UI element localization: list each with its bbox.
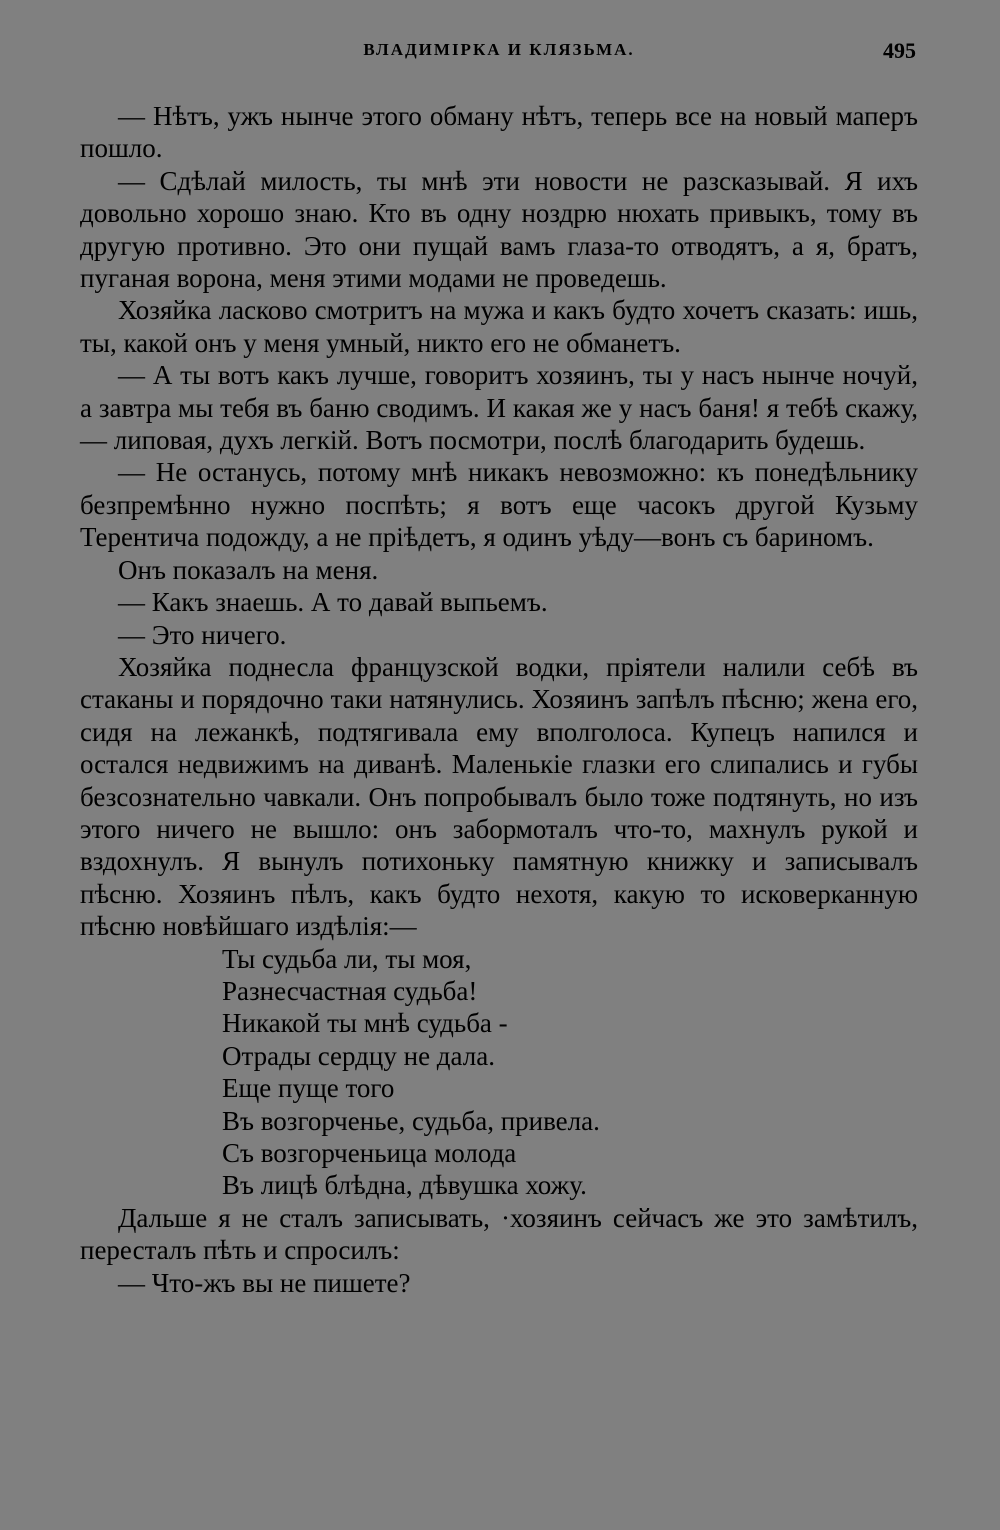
paragraph: — Нѣтъ, ужъ нынче этого обману нѣтъ, теперь все на новый маперъ пошло. <box>80 101 918 164</box>
verse-line: Въ возгорченье, судьба, привела. <box>222 1105 600 1136</box>
paragraph: Онъ показалъ на меня. <box>118 554 379 585</box>
book-page <box>80 40 918 1299</box>
verse-line: Еще пуще того <box>222 1073 395 1104</box>
verse-line: Въ лицѣ блѣдна, дѣвушка хожу. <box>222 1170 587 1201</box>
running-header <box>80 40 918 76</box>
paragraph: — А ты вотъ какъ лучше, говоритъ хозяинъ, ты у насъ нынче ночуй, а завтра мы тебя въ баню сводимъ. И какая же у насъ баня! я тебѣ скажу, — липовая, духъ легкій. Вотъ посмотри, послѣ благодарить будешь. <box>80 360 918 456</box>
verse-line: Никакой ты мнѣ судьба - <box>222 1008 508 1039</box>
paragraph: — Не останусь, потому мнѣ никакъ невозможно: къ понедѣльнику безпремѣнно нужно поспѣть; я вотъ еще часокъ другой Кузьму Терентича подожду, а не пріѣдетъ, я одинъ уѣду—вонъ съ бариномъ. <box>80 457 918 553</box>
paragraph: — Сдѣлай милость, ты мнѣ эти новости не разсказывай. Я ихъ довольно хорошо знаю. Кто въ одну ноздрю нюхать привыкъ, тому въ другую противно. Это они пущай вамъ глаза-то отводятъ, а я, братъ, пуганая ворона, меня этими модами не проведешь. <box>80 165 918 294</box>
paragraph: — Какъ знаешь. А то давай выпьемъ. <box>118 587 548 618</box>
body-text <box>80 100 918 1299</box>
page-number: 495 <box>883 38 916 63</box>
verse-line: Отрады сердцу не дала. <box>222 1040 495 1071</box>
paragraph: — Это ничего. <box>118 619 287 650</box>
song-verse <box>222 943 918 1202</box>
running-title: ВЛАДИМІРКА И КЛЯЗЬМА. <box>363 40 635 59</box>
paragraph: Хозяйка поднесла французской водки, пріятели налили себѣ въ стаканы и порядочно таки натянулись. Хозяинъ запѣлъ пѣсню; жена его, сидя на лежанкѣ, подтягивала ему вполголоса. Купецъ напился и остался недвижимъ на диванѣ. Маленькіе глазки его слипались и губы безсознательно чавкали. Онъ попробывалъ было тоже подтянуть, но изъ этого ничего не вышло: онъ забормоталъ что-то, махнулъ рукой и вздохнулъ. Я вынулъ потихоньку памятную книжку и записывалъ пѣсню. Хозяинъ пѣлъ, какъ будто нехотя, какую то исковерканную пѣсню новѣйшаго издѣлія:— <box>80 651 918 942</box>
paragraph: — Что-жъ вы не пишете? <box>118 1267 411 1298</box>
verse-line: Разнесчастная судьба! <box>222 975 478 1006</box>
paragraph: Хозяйка ласково смотритъ на мужа и какъ будто хочетъ сказать: ишь, ты, какой онъ у меня умный, никто его не обманетъ. <box>80 295 918 358</box>
paragraph: Дальше я не сталъ записывать, ·хозяинъ сейчасъ же это замѣтилъ, пересталъ пѣть и спросилъ: <box>80 1202 918 1266</box>
verse-line: Ты судьба ли, ты моя, <box>222 943 472 974</box>
verse-line: Съ возгорченьица молода <box>222 1138 517 1168</box>
